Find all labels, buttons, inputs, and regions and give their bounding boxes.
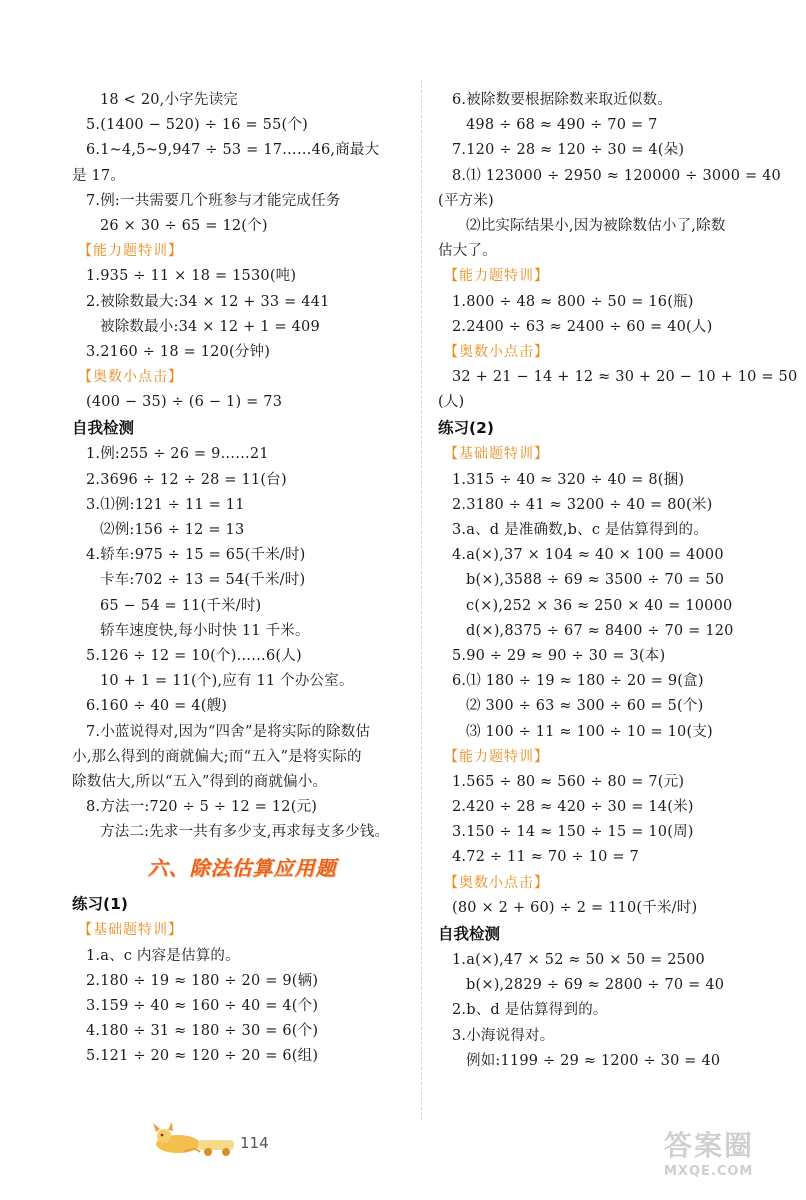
answer-line: 1.565 ÷ 80 ≈ 560 ÷ 80 = 7(元): [452, 773, 685, 790]
answer-line: 5.126 ÷ 12 = 10(个)……6(人): [86, 647, 302, 664]
page-number: 114: [240, 1134, 269, 1152]
section-tag-olympiad: 【奥数小点击】: [78, 369, 183, 386]
answer-line: 5.(1400 − 520) ÷ 16 = 55(个): [86, 117, 308, 134]
answer-line: d(×),8375 ÷ 67 ≈ 8400 ÷ 70 = 120: [466, 622, 734, 639]
answer-line: 6.160 ÷ 40 = 4(艘): [86, 698, 228, 715]
answer-line: 除数估大,所以“五入”得到的商就偏小。: [72, 773, 328, 790]
answer-line: 18 < 20,小字先读完: [100, 92, 238, 108]
answer-line: 5.90 ÷ 29 ≈ 90 ÷ 30 = 3(本): [452, 647, 666, 664]
answer-line: 4.a(×),37 × 104 ≈ 40 × 100 = 4000: [452, 547, 724, 564]
answer-line: (人): [438, 394, 465, 411]
answer-line: 65 − 54 = 11(千米/时): [100, 597, 262, 614]
answer-line: 2.3180 ÷ 41 ≈ 3200 ÷ 40 = 80(米): [452, 496, 713, 513]
section-heading-self-test: 自我检测: [72, 419, 135, 438]
answer-line: 4.轿车:975 ÷ 15 = 65(千米/时): [86, 547, 306, 564]
answer-line: 2.被除数最大:34 × 12 + 33 = 441: [86, 293, 330, 310]
right-column: [438, 88, 798, 1074]
answer-line: 例如:1199 ÷ 29 ≈ 1200 ÷ 30 = 40: [466, 1052, 721, 1069]
answer-line: 3.a、d 是准确数,b、c 是估算得到的。: [452, 522, 708, 538]
answer-line: ⑵例:156 ÷ 12 = 13: [100, 522, 245, 538]
answer-line: 6.⑴ 180 ÷ 19 ≈ 180 ÷ 20 = 9(盒): [452, 673, 704, 690]
answer-line: 6.1~4,5~9,947 ÷ 53 = 17……46,商最大: [86, 142, 380, 159]
section-tag-ability: 【能力题特训】: [444, 748, 549, 765]
answer-line: (80 × 2 + 60) ÷ 2 = 110(千米/时): [452, 899, 698, 916]
answer-line: 是 17。: [72, 167, 126, 184]
answer-line: 3.150 ÷ 14 ≈ 150 ÷ 15 = 10(周): [452, 824, 694, 841]
answer-line: 6.被除数要根据除数来取近似数。: [452, 92, 673, 108]
answer-line: 轿车速度快,每小时快 11 千米。: [100, 622, 310, 639]
answer-line: 7.例:一共需要几个班参与才能完成任务: [86, 192, 341, 209]
answer-line: 方法二:先求一共有多少支,再求每支多少钱。: [100, 824, 390, 841]
answer-line: 2.b、d 是估算得到的。: [452, 1002, 608, 1019]
watermark-logo-text: 答案圈: [664, 1129, 755, 1162]
answer-line: 1.a、c 内容是估算的。: [86, 947, 240, 964]
answer-line: 8.⑴ 123000 ÷ 2950 ≈ 120000 ÷ 3000 = 40: [452, 167, 781, 184]
answer-line: 1.800 ÷ 48 ≈ 800 ÷ 50 = 16(瓶): [452, 293, 694, 310]
answer-line: 2.420 ÷ 28 ≈ 420 ÷ 30 = 14(米): [452, 799, 694, 816]
answer-line: ⑶ 100 ÷ 11 ≈ 100 ÷ 10 = 10(支): [466, 723, 713, 740]
watermark: [664, 1124, 794, 1188]
answer-line: 4.72 ÷ 11 ≈ 70 ÷ 10 = 7: [452, 849, 639, 866]
answer-line: 4.180 ÷ 31 ≈ 180 ÷ 30 = 6(个): [86, 1023, 319, 1040]
column-divider: [421, 80, 422, 1120]
section-tag-basic: 【基础题特训】: [444, 446, 549, 463]
answer-line: ⑵比实际结果小,因为被除数估小了,除数: [466, 217, 726, 234]
answer-line: b(×),2829 ÷ 69 ≈ 2800 ÷ 70 = 40: [466, 977, 725, 994]
answer-line: 3.小海说得对。: [452, 1027, 555, 1044]
answer-line: 2.3696 ÷ 12 ÷ 28 = 11(台): [86, 471, 287, 488]
answer-line: 26 × 30 ÷ 65 = 12(个): [100, 217, 268, 234]
left-column: [72, 88, 412, 1070]
answer-line: 32 + 21 − 14 + 12 ≈ 30 + 20 − 10 + 10 = 50: [452, 369, 798, 386]
answer-line: 3.159 ÷ 40 ≈ 160 ÷ 40 = 4(个): [86, 998, 319, 1014]
answer-line: 3.2160 ÷ 18 = 120(分钟): [86, 343, 271, 360]
answer-line: 498 ÷ 68 ≈ 490 ÷ 70 = 7: [466, 117, 658, 134]
section-tag-ability: 【能力题特训】: [78, 243, 183, 260]
answer-line: 7.小蓝说得对,因为“四舍”是将实际的除数估: [86, 723, 371, 740]
answer-line: 8.方法一:720 ÷ 5 ÷ 12 = 12(元): [86, 799, 318, 816]
answer-line: 小,那么得到的商就偏大;而“五入”是将实际的: [72, 748, 362, 765]
answer-line: 2.2400 ÷ 63 ≈ 2400 ÷ 60 = 40(人): [452, 318, 713, 335]
answer-line: 1.935 ÷ 11 × 18 = 1530(吨): [86, 268, 297, 285]
answer-line: (400 − 35) ÷ (6 − 1) = 73: [86, 394, 283, 411]
answer-line: 10 + 1 = 11(个),应有 11 个办公室。: [100, 673, 354, 690]
answer-line: 1.a(×),47 × 52 ≈ 50 × 50 = 2500: [452, 952, 705, 968]
watermark-url: MXQE.COM: [664, 1164, 754, 1179]
answer-line: 5.121 ÷ 20 ≈ 120 ÷ 20 = 6(组): [86, 1048, 319, 1065]
section-heading-practice-2: 练习(2): [438, 419, 494, 438]
answer-line: 卡车:702 ÷ 13 = 54(千米/时): [100, 572, 306, 589]
section-tag-olympiad: 【奥数小点击】: [444, 343, 549, 360]
section-heading-practice-1: 练习(1): [72, 895, 128, 914]
answer-line: 3.⑴例:121 ÷ 11 = 11: [86, 496, 245, 513]
answer-line: c(×),252 × 36 ≈ 250 × 40 = 10000: [466, 597, 733, 614]
answer-line: 1.315 ÷ 40 ≈ 320 ÷ 40 = 8(捆): [452, 471, 685, 488]
section-tag-olympiad: 【奥数小点击】: [444, 874, 549, 891]
section-tag-ability: 【能力题特训】: [444, 268, 549, 285]
footer-cartoon-icon: [148, 1118, 240, 1158]
answer-line: 7.120 ÷ 28 ≈ 120 ÷ 30 = 4(朵): [452, 142, 685, 159]
section-tag-basic: 【基础题特训】: [78, 922, 183, 939]
answer-line: 2.180 ÷ 19 ≈ 180 ÷ 20 = 9(辆): [86, 972, 319, 989]
answer-line: b(×),3588 ÷ 69 ≈ 3500 ÷ 70 = 50: [466, 572, 725, 589]
answer-line: 估大了。: [438, 243, 497, 260]
chapter-title: 六、除法估算应用题: [147, 856, 337, 881]
answer-line: ⑵ 300 ÷ 63 ≈ 300 ÷ 60 = 5(个): [466, 698, 704, 715]
answer-line: 1.例:255 ÷ 26 = 9……21: [86, 446, 269, 463]
section-heading-self-test: 自我检测: [438, 925, 501, 943]
answer-line: 被除数最小:34 × 12 + 1 = 409: [100, 318, 320, 335]
answer-line: (平方米): [438, 192, 494, 209]
